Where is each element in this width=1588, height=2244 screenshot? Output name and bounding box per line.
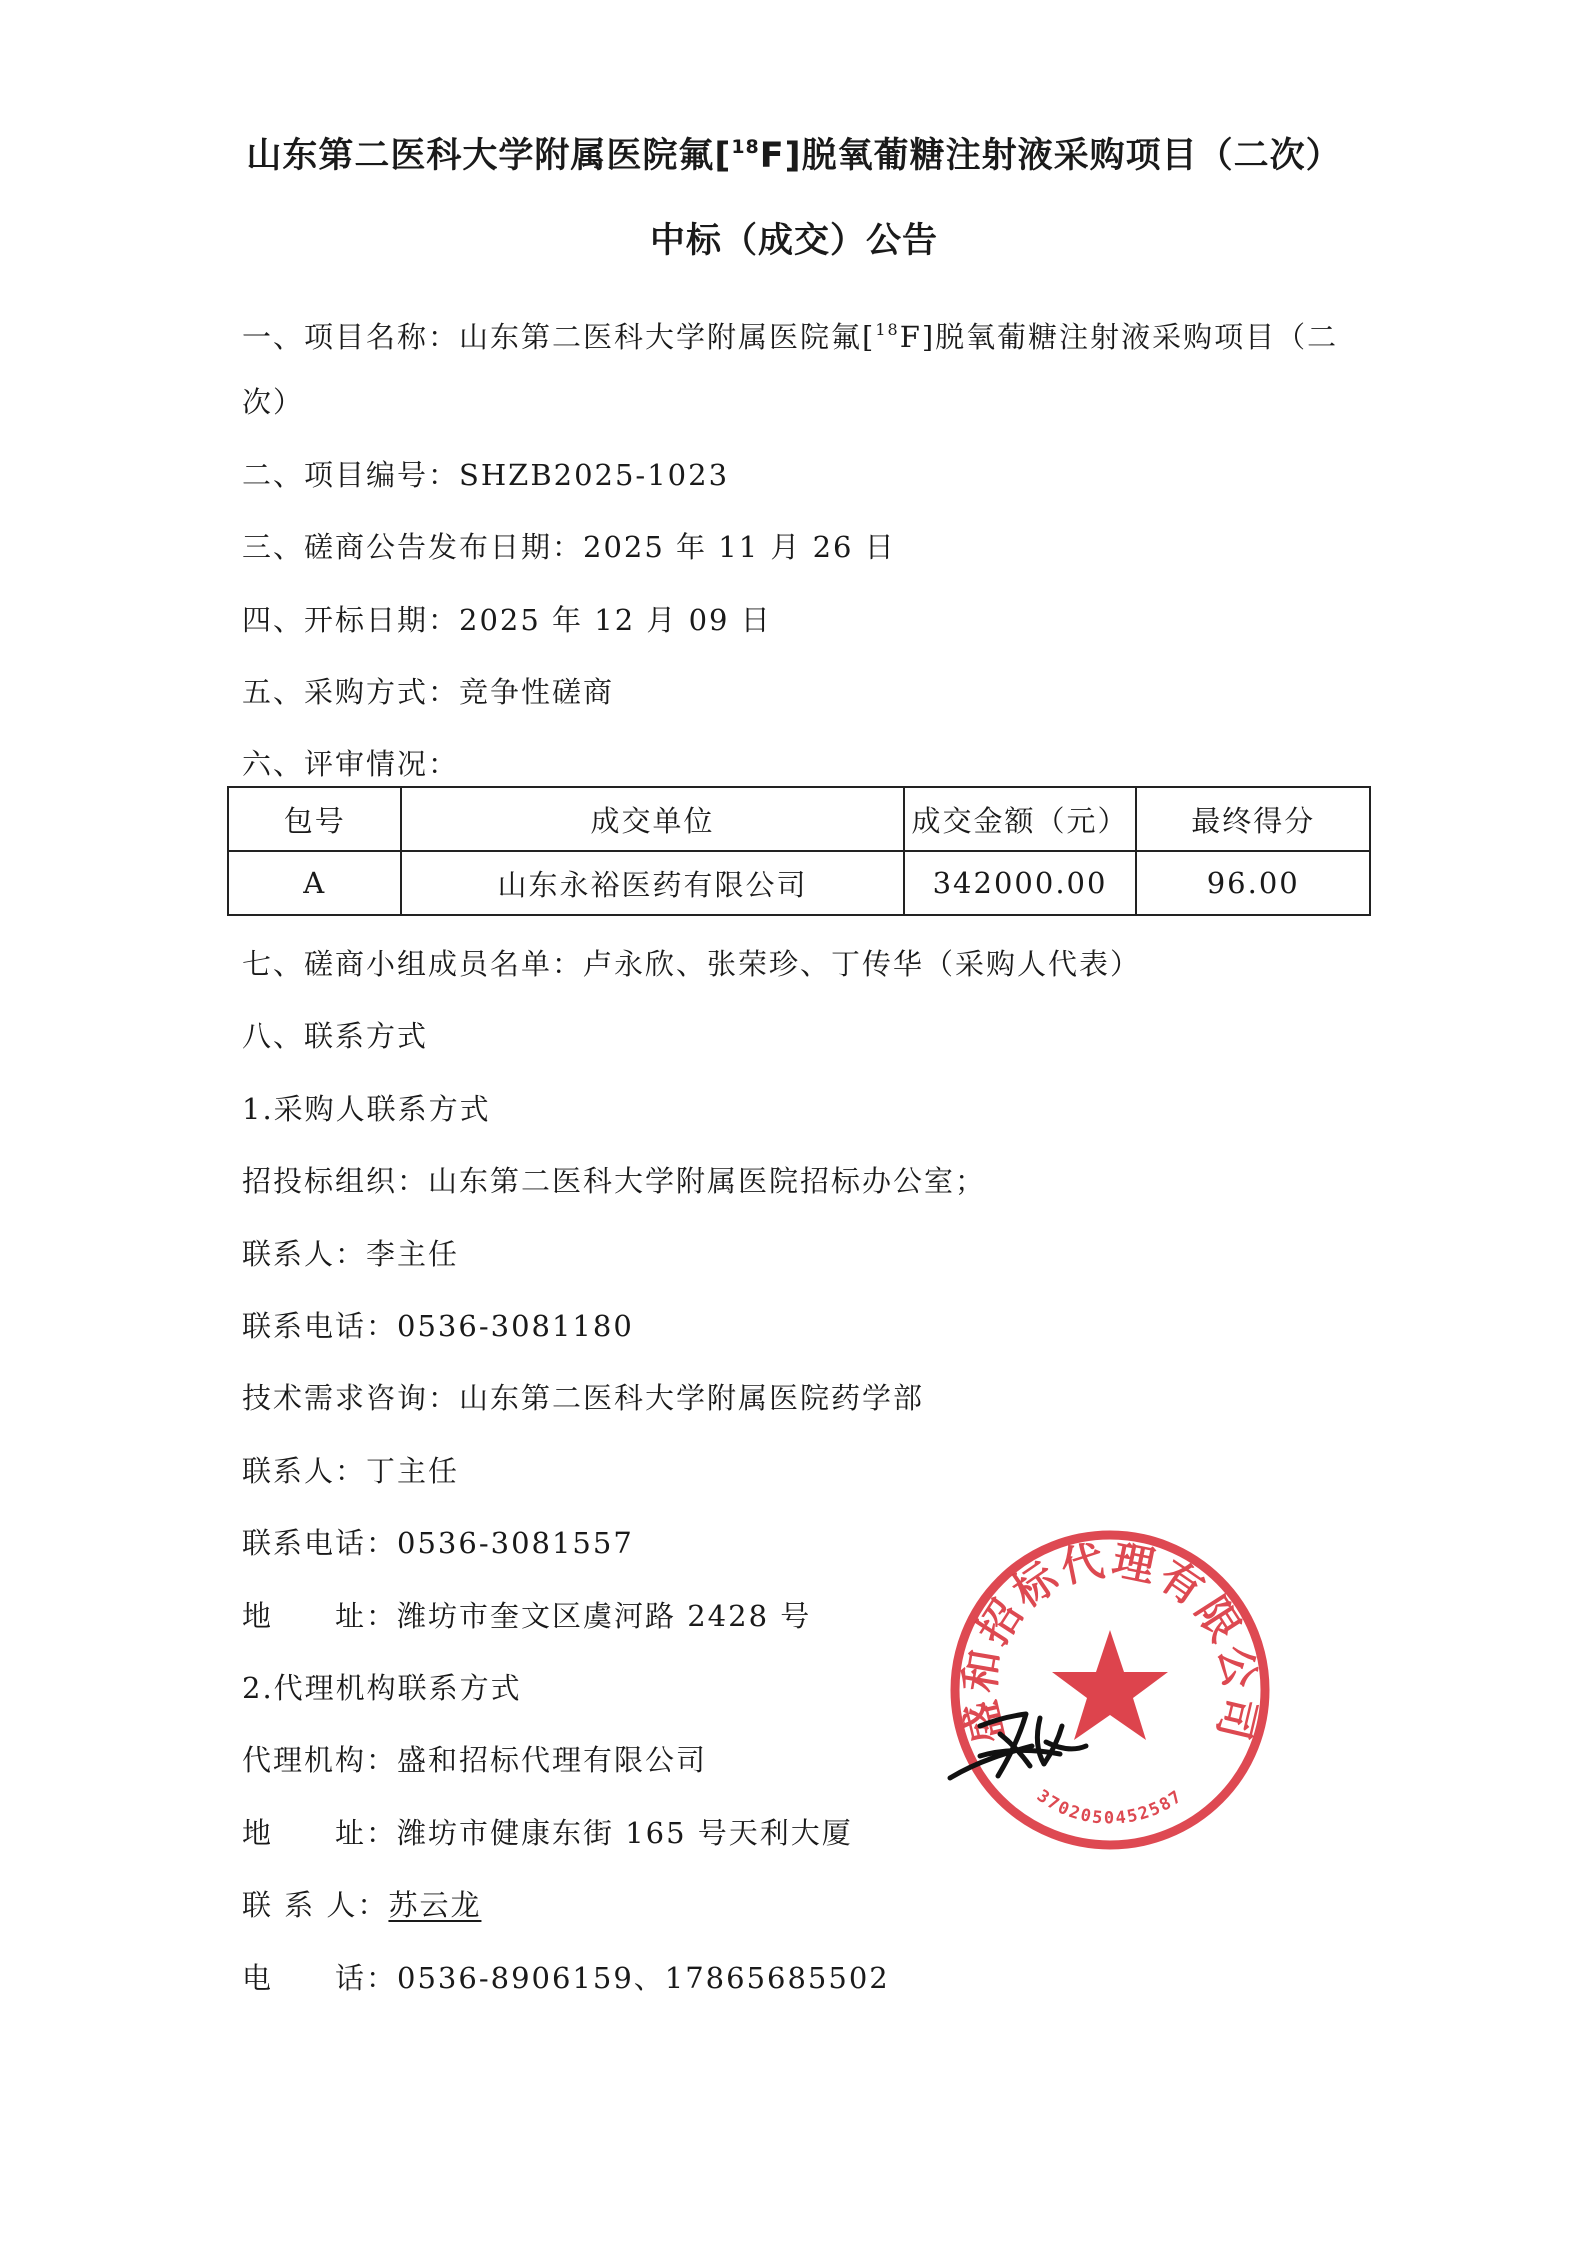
opening-date-line: 四、开标日期：2025 年 12 月 09 日 (242, 603, 772, 637)
table-header-row (228, 787, 1370, 851)
project-name-line: 一、项目名称：山东第二医科大学附属医院氟[$^{18}$F]脱氧葡糖注射液采购项目（二 (242, 320, 1339, 354)
method-line: 五、采购方式：竞争性磋商 (242, 675, 615, 709)
table-cell: 96.00 (1136, 851, 1370, 915)
table-cell: A (228, 851, 401, 915)
column-header: 最终得分 (1136, 787, 1370, 851)
seal-number: 3702050452587 (1033, 1786, 1187, 1829)
project-name-continuation: 次） (242, 385, 305, 419)
column-header: 成交金额（元） (904, 787, 1137, 851)
purchaser-heading: 1.采购人联系方式 (242, 1092, 491, 1126)
table-cell: 山东永裕医药有限公司 (401, 851, 903, 915)
purchaser-address-line: 地 址：潍坊市奎文区虞河路 2428 号 (242, 1599, 812, 1633)
contact-heading: 八、联系方式 (242, 1019, 429, 1053)
project-number-line: 二、项目编号：SHZB2025-1023 (242, 458, 730, 492)
review-table (227, 786, 1371, 916)
column-header: 包号 (228, 787, 401, 851)
review-label: 六、评审情况： (242, 747, 460, 781)
column-header: 成交单位 (401, 787, 903, 851)
table-row (228, 851, 1370, 915)
tech-person-line: 联系人：丁主任 (242, 1454, 460, 1488)
company-seal (940, 1520, 1280, 1860)
agency-address-line: 地 址：潍坊市健康东街 165 号天利大厦 (242, 1816, 853, 1850)
panel-line: 七、磋商小组成员名单：卢永欣、张荣珍、丁传华（采购人代表） (242, 947, 1142, 981)
page-title: 山东第二医科大学附属医院氟[$^{18}$F]脱氧葡糖注射液采购项目（二次） (246, 136, 1342, 176)
seal-star-icon (1052, 1630, 1168, 1740)
table-cell: 342000.00 (904, 851, 1137, 915)
tech-phone-line: 联系电话：0536-3081557 (242, 1526, 634, 1560)
agency-person-line: 联 系 人：苏云龙 (242, 1888, 482, 1922)
announce-date-line: 三、磋商公告发布日期：2025 年 11 月 26 日 (242, 530, 896, 564)
tech-consult-line: 技术需求咨询：山东第二医科大学附属医院药学部 (242, 1381, 925, 1415)
page-subtitle: 中标（成交）公告 (649, 221, 938, 261)
agency-name-line: 代理机构：盛和招标代理有限公司 (242, 1743, 708, 1777)
svg-text:3702050452587 (1033, 1786, 1187, 1829)
agency-phone-line: 电 话：0536-8906159、17865685502 (242, 1961, 890, 1995)
purchaser-person-line: 联系人：李主任 (242, 1237, 460, 1271)
agency-heading: 2.代理机构联系方式 (242, 1671, 522, 1705)
purchaser-phone-line: 联系电话：0536-3081180 (242, 1309, 634, 1343)
purchaser-org-line: 招投标组织：山东第二医科大学附属医院招标办公室； (242, 1164, 987, 1198)
seal-text: 盛和招标代理有限公司 (954, 1534, 1266, 1749)
